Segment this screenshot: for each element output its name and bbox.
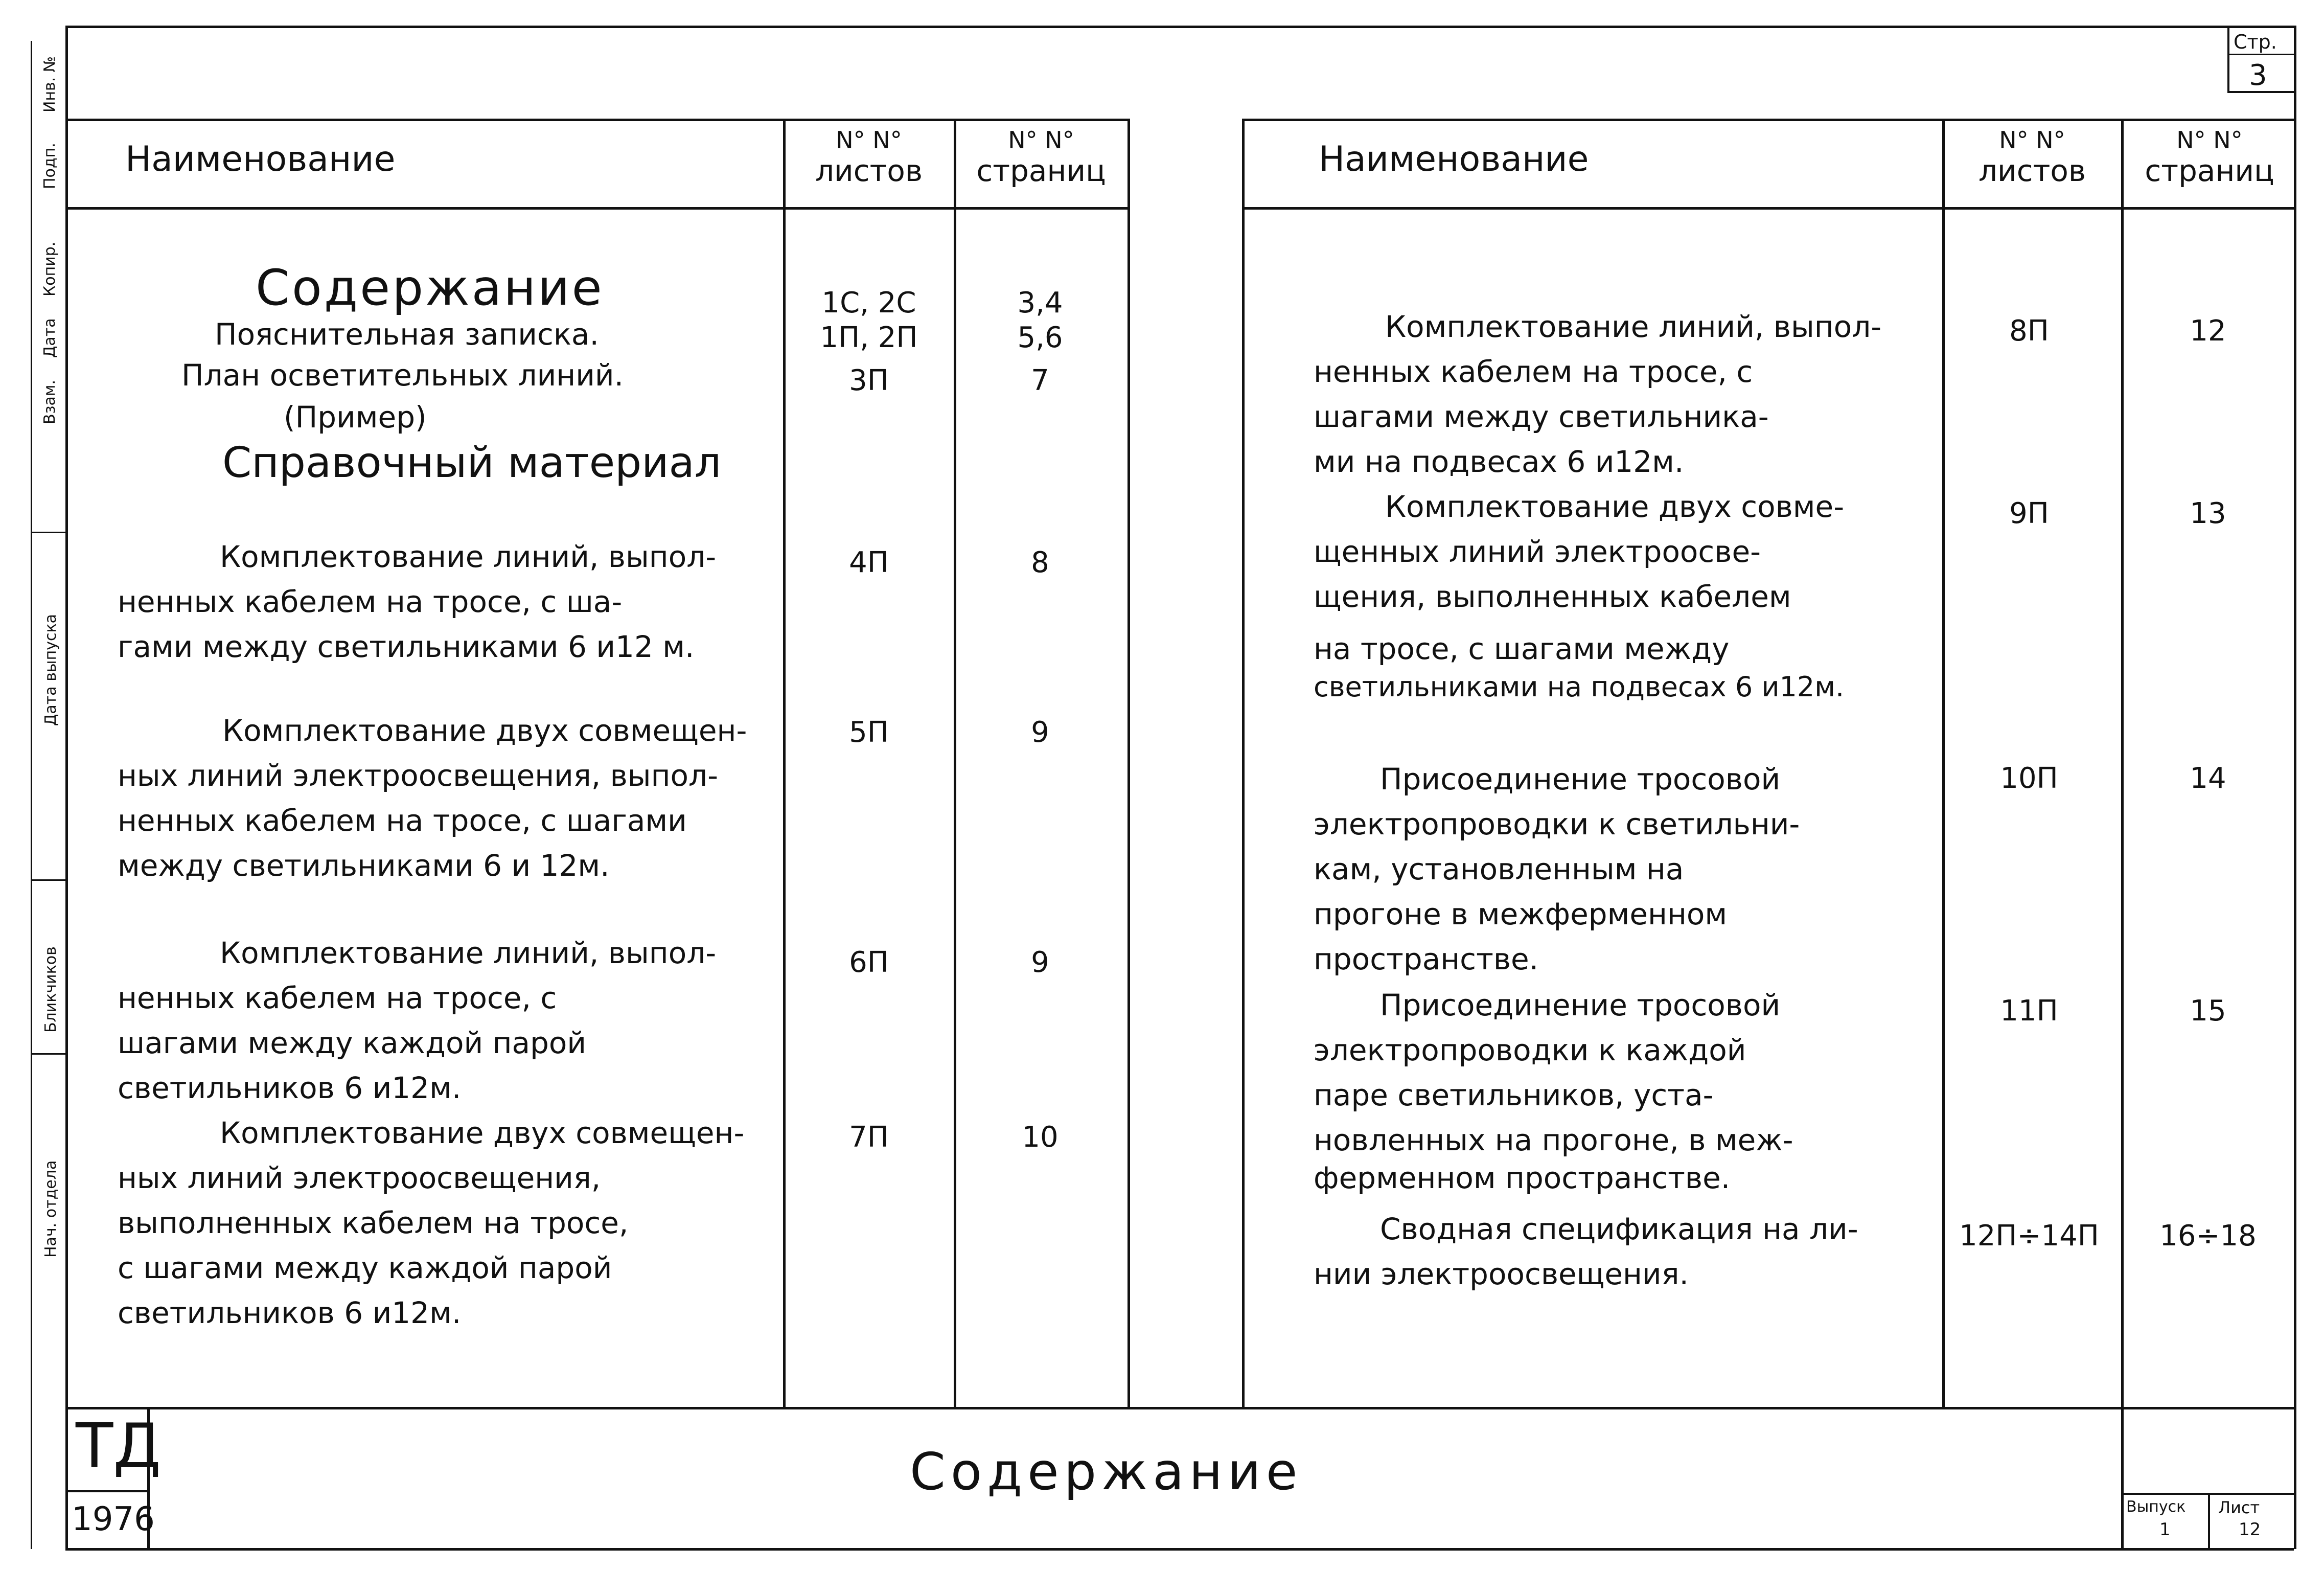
right-col-0	[1242, 119, 1245, 1407]
title-block-top	[66, 1407, 2295, 1409]
entry-line: Комплектование двух совмещен-	[222, 713, 747, 748]
frame-left	[65, 26, 68, 1549]
entry-line: между светильниками 6 и 12м.	[118, 848, 610, 883]
right-header-bottom	[1242, 207, 2295, 210]
entry-line: ных линий электроосвещения,	[118, 1161, 601, 1195]
left-header-name: Наименование	[125, 139, 396, 179]
entry-line: Комплектование линий, выпол-	[220, 936, 717, 970]
row-pages: 3,4	[1017, 286, 1063, 320]
entry-pages: 14	[2190, 762, 2226, 795]
page-box-mid	[2227, 54, 2295, 55]
page-number: 3	[2249, 59, 2267, 92]
row-sheets: 1П, 2П	[820, 321, 918, 354]
side-stamp: Дата	[41, 318, 59, 358]
right-col-2	[2121, 119, 2124, 1407]
entry-line: Присоединение тросовой	[1380, 762, 1781, 797]
section-title-reference: Справочный материал	[222, 439, 722, 487]
side-stamp: Нач. отдела	[42, 1160, 60, 1258]
row-pages: 7	[1031, 364, 1049, 397]
entry-pages: 12	[2190, 314, 2226, 348]
entry-line: шагами между каждой парой	[118, 1026, 587, 1060]
frame-right	[2294, 26, 2296, 1549]
entry-line: шагами между светильника-	[1314, 399, 1769, 434]
left-header-bottom	[66, 207, 1130, 210]
logo: ТД	[76, 1411, 162, 1482]
entry-sheets: 9П	[2009, 497, 2049, 530]
entry-line: Комплектование линий, выпол-	[1385, 309, 1882, 344]
entry-line: электропроводки к светильни-	[1314, 807, 1800, 841]
entry-line: ми на подвесах 6 и12м.	[1314, 444, 1684, 479]
entry-line: паре светильников, уста-	[1314, 1078, 1714, 1112]
entry-line: светильников 6 и12м.	[118, 1295, 462, 1330]
right-header-top	[1242, 119, 2295, 121]
entry-line: Сводная спецификация на ли-	[1380, 1212, 1858, 1246]
left-col-1	[783, 119, 786, 1407]
entry-line: Комплектование двух совме-	[1385, 489, 1845, 524]
left-header-sheets-label: листов	[815, 153, 923, 188]
entry-line: электропроводки к каждой	[1314, 1033, 1746, 1067]
entry-line: щенных линий электроосве-	[1314, 534, 1761, 569]
sheet-label: Лист	[2218, 1498, 2260, 1517]
row-name: (Пример)	[284, 400, 427, 435]
entry-line: гами между светильниками 6 и12 м.	[118, 629, 695, 664]
entry-line: светильниками на подвесах 6 и12м.	[1314, 671, 1845, 703]
entry-line: ных линий электроосвещения, выпол-	[118, 758, 719, 793]
entry-line: щения, выполненных кабелем	[1314, 579, 1791, 614]
entry-pages: 15	[2190, 994, 2226, 1028]
frame-top	[66, 26, 2295, 28]
right-header-pages	[2125, 127, 2294, 188]
left-header-sheets-no: N° N°	[836, 126, 902, 154]
side-stamp: Инв. №	[41, 56, 59, 112]
issue-value: 1	[2159, 1519, 2171, 1540]
frame-bottom	[65, 1548, 2294, 1551]
entry-line: Комплектование двух совмещен-	[220, 1116, 745, 1150]
entry-sheets: 12П÷14П	[1959, 1219, 2099, 1253]
page-label: Стр.	[2234, 31, 2277, 53]
entry-sheets: 8П	[2009, 314, 2049, 348]
entry-line: нии электроосвещения.	[1314, 1257, 1689, 1291]
entry-line: ненных кабелем на тросе, с шагами	[118, 803, 687, 838]
entry-pages: 10	[1022, 1121, 1059, 1154]
title-logo-mid	[66, 1490, 148, 1492]
issue-label: Выпуск	[2126, 1498, 2186, 1516]
stamp-divider	[31, 1053, 66, 1055]
right-header-name: Наименование	[1319, 139, 1589, 179]
row-name: План осветительных линий.	[181, 358, 624, 393]
right-header-pages-no: N° N°	[2176, 126, 2243, 154]
section-title-contents: Содержание	[256, 259, 604, 316]
right-col-1	[1942, 119, 1945, 1407]
entry-line: ненных кабелем на тросе, с	[1314, 354, 1753, 389]
page-box-left	[2227, 26, 2229, 92]
entry-pages: 9	[1031, 946, 1049, 979]
entry-pages: 8	[1031, 546, 1049, 579]
stamp-divider	[31, 879, 66, 881]
entry-pages: 13	[2190, 497, 2226, 530]
left-col-3	[1128, 119, 1130, 1407]
entry-line: с шагами между каждой парой	[118, 1250, 612, 1285]
entry-pages: 16÷18	[2159, 1219, 2257, 1253]
side-stamp: Взам.	[41, 379, 59, 424]
entry-line: на тросе, с шагами между	[1314, 631, 1730, 666]
entry-line: новленных на прогоне, в меж-	[1314, 1123, 1793, 1157]
side-stamp: Копир.	[41, 241, 59, 297]
row-sheets: 1С, 2С	[821, 286, 916, 320]
title-right-split	[2208, 1493, 2210, 1549]
left-header-top	[66, 119, 1130, 121]
right-header-sheets-label: листов	[1978, 153, 2086, 188]
row-pages: 5,6	[1017, 321, 1063, 354]
left-header-pages-no: N° N°	[1008, 126, 1074, 154]
entry-sheets: 5П	[849, 716, 889, 749]
left-header-pages	[957, 127, 1125, 188]
row-name: Пояснительная записка.	[215, 317, 599, 352]
right-header-sheets-no: N° N°	[1999, 126, 2065, 154]
entry-line: выполненных кабелем на тросе,	[118, 1205, 629, 1240]
entry-line: прогоне в межферменном	[1314, 897, 1728, 931]
entry-line: Присоединение тросовой	[1380, 988, 1781, 1022]
left-header-sheets	[787, 127, 951, 188]
left-col-2	[954, 119, 956, 1407]
entry-line: ненных кабелем на тросе, с ша-	[118, 584, 623, 619]
document-title: Содержание	[910, 1442, 1303, 1501]
sheet-value: 12	[2239, 1519, 2261, 1540]
entry-sheets: 10П	[2000, 762, 2058, 795]
title-right-col	[2121, 1407, 2124, 1549]
entry-pages: 9	[1031, 716, 1049, 749]
entry-line: ферменном пространстве.	[1314, 1161, 1731, 1195]
side-stamp: Подп.	[41, 143, 59, 189]
year: 1976	[72, 1500, 155, 1538]
entry-line: кам, установленным на	[1314, 852, 1684, 886]
right-header-sheets	[1946, 127, 2118, 188]
entry-line: светильников 6 и12м.	[118, 1071, 462, 1105]
side-stamp: Бликчиков	[42, 946, 60, 1033]
right-header-pages-label: страниц	[2145, 153, 2274, 188]
row-sheets: 3П	[849, 364, 889, 397]
entry-sheets: 11П	[2000, 994, 2058, 1028]
entry-sheets: 6П	[849, 946, 889, 979]
stamp-divider	[31, 532, 66, 533]
entry-sheets: 4П	[849, 546, 889, 579]
entry-sheets: 7П	[849, 1121, 889, 1154]
left-header-pages-label: страниц	[976, 153, 1106, 188]
entry-line: ненных кабелем на тросе, с	[118, 981, 557, 1015]
frame-outer-left	[31, 41, 32, 1549]
entry-line: пространстве.	[1314, 942, 1539, 976]
side-stamp: Дата выпуска	[42, 614, 60, 726]
entry-line: Комплектование линий, выпол-	[220, 539, 717, 574]
